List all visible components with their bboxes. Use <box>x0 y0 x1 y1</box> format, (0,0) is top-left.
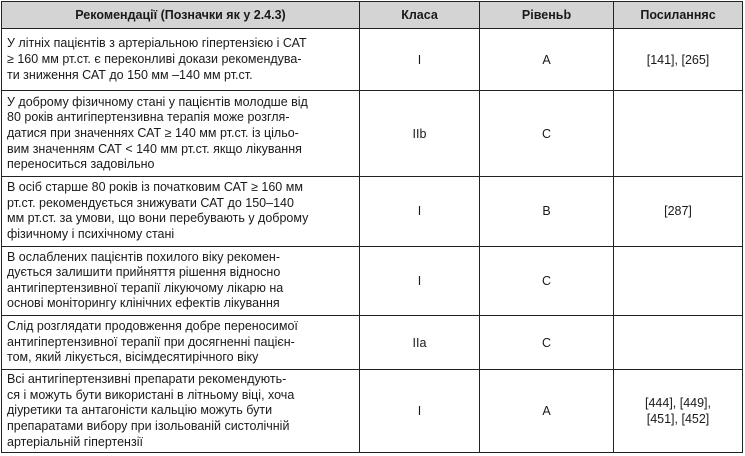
recommendation-line: діуретики та антагоністи кальцію можуть бути <box>7 403 273 418</box>
recommendation-line: ся і можуть бути використані в літньому віці, хоча <box>7 387 295 402</box>
recommendation-line: Всі антигіпертензивні препарати рекомендують- <box>7 372 287 387</box>
header-references: Посиланняс <box>614 2 743 29</box>
class-cell: I <box>360 246 480 315</box>
recommendation-text <box>2 370 360 453</box>
table-row <box>2 29 743 91</box>
level-cell: C <box>480 316 614 370</box>
level-cell: A <box>480 29 614 91</box>
recommendation-text <box>2 246 360 315</box>
references-cell <box>614 91 743 177</box>
reference-line: [141], [265] <box>646 52 710 67</box>
recommendation-line: переноситься задовільно <box>7 157 155 172</box>
recommendation-line: том, який лікується, вісімдесятирічного віку <box>7 350 259 365</box>
recommendation-line: В ослаблених пацієнтів похилого віку рекомен- <box>7 249 280 264</box>
references-cell <box>614 316 743 370</box>
recommendation-text <box>2 91 360 177</box>
recommendation-line: В осіб старше 80 років із початковим САТ ≥ 160 мм <box>7 180 303 195</box>
recommendation-line: основі моніторингу клінічних ефектів лікування <box>7 296 280 311</box>
class-cell: I <box>360 370 480 453</box>
level-cell: C <box>480 91 614 177</box>
recommendation-line: 80 років антигіпертензивна терапія може розгля- <box>7 110 290 125</box>
table-row <box>2 316 743 370</box>
class-cell: IIb <box>360 91 480 177</box>
class-cell: I <box>360 29 480 91</box>
recommendations-table <box>1 1 743 453</box>
recommendation-line: ≥ 160 мм рт.ст. є переконливі докази рекомендува- <box>7 51 302 66</box>
recommendation-line: У літніх пацієнтів з артеріальною гіпертензією і САТ <box>7 36 307 51</box>
recommendation-text <box>2 29 360 91</box>
recommendation-line: датися при значеннях САТ ≥ 140 мм рт.ст. із цільо- <box>7 125 299 140</box>
recommendation-text <box>2 177 360 246</box>
recommendation-line: препаратами вибору при ізольованій систолічній <box>7 418 290 433</box>
references-cell <box>614 370 743 453</box>
recommendation-line: антигіпертензивної терапії при досягненні пацієн- <box>7 334 295 349</box>
table-row <box>2 91 743 177</box>
level-cell: C <box>480 246 614 315</box>
reference-line: [451], [452] <box>646 412 710 427</box>
reference-line: [287] <box>664 204 692 219</box>
header-class: Класа <box>360 2 480 29</box>
recommendation-line: дується залишити прийняття рішення відносно <box>7 265 281 280</box>
recommendation-line: рт.ст. рекомендується знижувати САТ до 150–140 <box>7 195 294 210</box>
reference-line: [444], [449], <box>644 396 712 411</box>
table-header-row <box>2 2 743 29</box>
table-row <box>2 177 743 246</box>
class-cell: IIa <box>360 316 480 370</box>
references-cell <box>614 29 743 91</box>
recommendation-line: вим значенням САТ < 140 мм рт.ст. якщо лікування <box>7 141 302 156</box>
table-row <box>2 246 743 315</box>
table-row <box>2 370 743 453</box>
header-level: Рівеньb <box>480 2 614 29</box>
level-cell: A <box>480 370 614 453</box>
recommendation-line: Слід розглядати продовження добре переносимої <box>7 319 298 334</box>
references-cell <box>614 177 743 246</box>
recommendation-line: антигіпертензивної терапії лікуючому лікарю на <box>7 280 284 295</box>
recommendation-line: фізичному і психічному стані <box>7 226 175 241</box>
recommendation-line: мм рт.ст. за умови, що вони перебувають у доброму <box>7 211 309 226</box>
recommendation-text <box>2 316 360 370</box>
level-cell: B <box>480 177 614 246</box>
header-recommendations: Рекомендації (Позначки як у 2.4.3) <box>2 2 360 29</box>
references-cell <box>614 246 743 315</box>
recommendation-line: артеріальній гіпертензії <box>7 434 143 449</box>
recommendation-line: У доброму фізичному стані у пацієнтів молодше від <box>7 94 308 109</box>
class-cell: I <box>360 177 480 246</box>
recommendation-line: ти зниження САТ до 150 мм –140 мм рт.ст. <box>7 67 253 82</box>
